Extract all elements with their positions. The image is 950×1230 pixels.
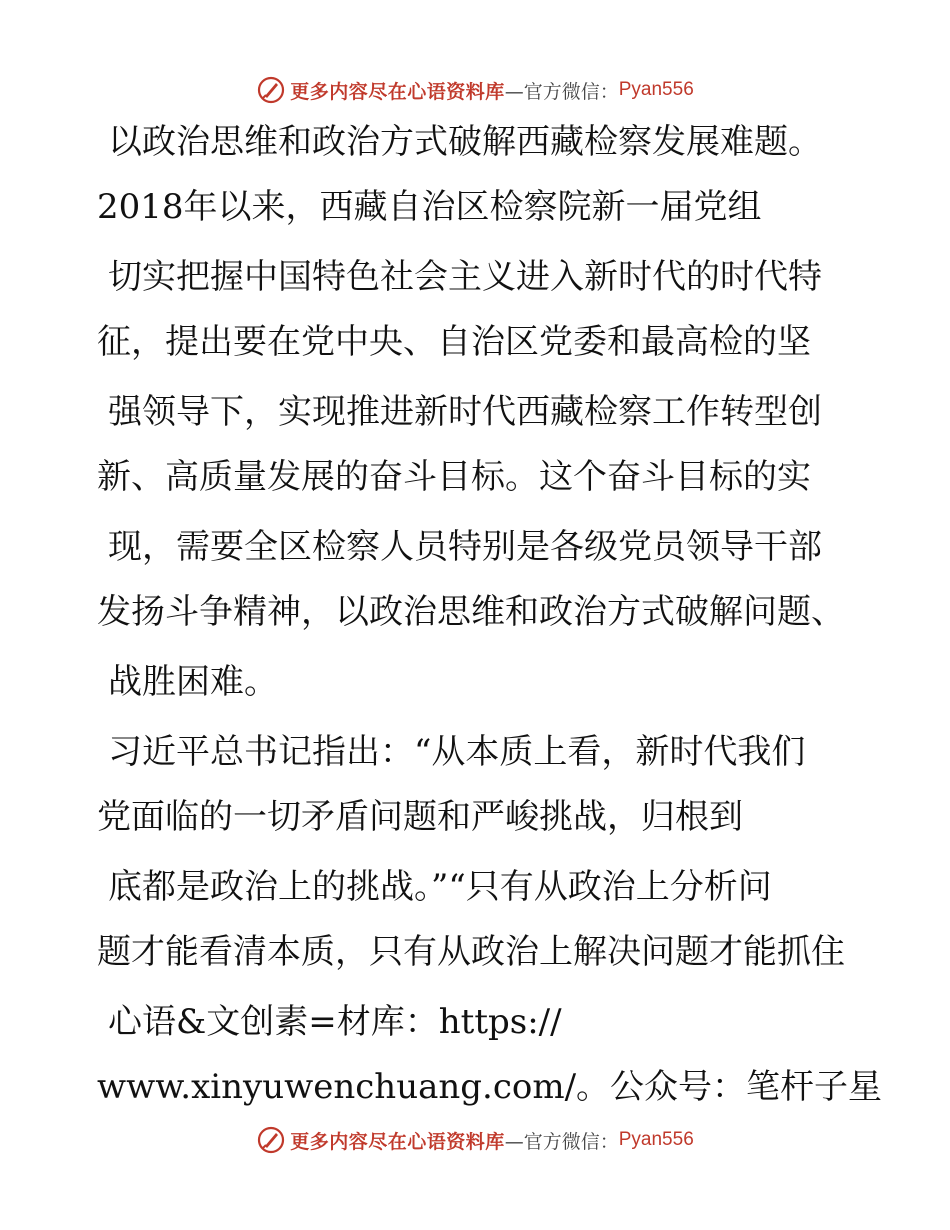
quill-pen-circle-icon [256,75,286,105]
banner-separator: —官方微信： [504,1130,619,1153]
body-line: 强领导下，实现推进新时代西藏检察工作转型创 [108,392,822,432]
banner-promo-text: 更多内容尽在心语资料库 [290,1130,505,1153]
banner-promo-text: 更多内容尽在心语资料库 [290,80,505,103]
header-banner [0,70,950,110]
body-line: 2018年以来，西藏自治区检察院新一届党组 [97,187,762,227]
body-line: 以政治思维和政治方式破解西藏检察发展难题。 [108,122,822,162]
body-line-watermark: 心语&文创素=材库：https:// [108,1002,562,1042]
body-line: 战胜困难。 [108,662,278,702]
body-line: 发扬斗争精神，以政治思维和政治方式破解问题、 [97,592,845,632]
body-line: 切实把握中国特色社会主义进入新时代的时代特 [108,257,822,297]
body-line: 征，提出要在党中央、自治区党委和最高检的坚 [97,322,811,362]
banner-wechat-id: Pyan556 [618,1129,694,1150]
body-line: 底都是政治上的挑战。”“只有从政治上分析问 [108,867,772,907]
banner-wechat-id: Pyan556 [618,79,694,100]
body-line: 现，需要全区检察人员特别是各级党员领导干部 [108,527,822,567]
body-line: 题才能看清本质，只有从政治上解决问题才能抓住 [97,932,845,972]
banner-separator: —官方微信： [504,80,619,103]
body-line: 习近平总书记指出：“从本质上看，新时代我们 [108,732,806,772]
body-line-watermark: www.xinyuwenchuang.com/。公众号：笔杆子星 [97,1067,883,1107]
footer-banner [0,1120,950,1160]
body-line: 党面临的一切矛盾问题和严峻挑战，归根到 [97,797,743,837]
quill-pen-circle-icon [256,1125,286,1155]
body-line: 新、高质量发展的奋斗目标。这个奋斗目标的实 [97,457,811,497]
